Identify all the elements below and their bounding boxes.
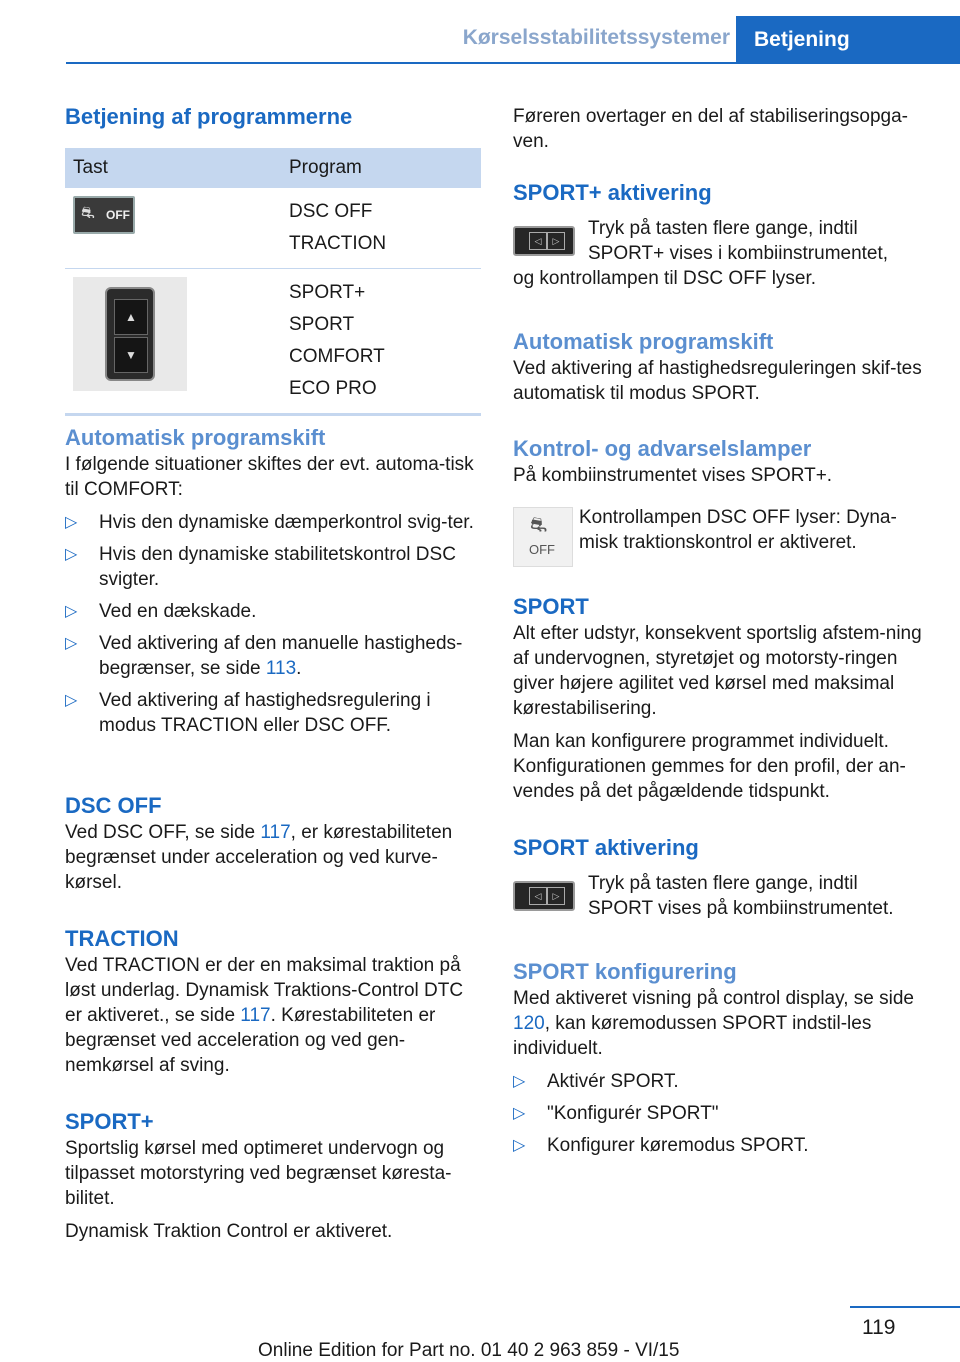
sport-config-section: [513, 958, 928, 1165]
list-item: ▷ Konfigurer køremodus SPORT.: [513, 1135, 809, 1156]
dsc-off-button-icon: [73, 196, 135, 234]
triangle-right-icon: ▷: [513, 1137, 526, 1154]
page-link[interactable]: 113: [265, 658, 297, 679]
rocker-switch-icon: ◁ ▷: [513, 881, 575, 911]
triangle-right-icon: ▷: [513, 1105, 526, 1122]
lamps-section: [513, 435, 928, 488]
chapter-tab: Betjening: [736, 16, 960, 62]
program-table: [65, 148, 481, 416]
triangle-right-icon: ▷: [513, 1073, 526, 1090]
traction-text: Ved TRACTION er der en maksimal traktion på løst underlag. Dynamisk Traktions-Control DTC er aktiveret., se side 117. Kørestabiliteten er begrænset ved acceleration og ved gen-nemkørsel af sving.: [65, 955, 464, 1076]
auto-program-heading: Automatisk programskift: [513, 329, 774, 354]
list-item: ▷ Hvis den dynamiske stabilitetskontrol DSC svigter.: [65, 544, 456, 590]
page-link[interactable]: 117: [260, 822, 291, 843]
sport-plus-p1: Sportslig kørsel med optimeret undervogn og tilpasset motorstyring ved begrænset køresta-bilitet.: [65, 1138, 452, 1209]
auto-program-section: [513, 328, 928, 406]
list-item: ▷ Ved aktivering af den manuelle hastigheds-begrænser, se side 113.: [65, 633, 463, 679]
sport-activation-heading: SPORT aktivering: [513, 835, 699, 860]
triangle-right-icon: ▷: [65, 514, 78, 531]
sport-config-list: [513, 1069, 928, 1158]
page-number: 119: [862, 1316, 896, 1339]
traction-section: [65, 925, 481, 1078]
triangle-right-icon: ▷: [65, 692, 78, 709]
program-name: SPORT: [289, 314, 355, 335]
sport-plus-activation-text: Tryk på tasten flere gange, indtil SPORT+ vises i kombiinstrumentet, og kontrollampen til DSC OFF lyser.: [513, 218, 889, 289]
list-item: ▷ Ved aktivering af hastighedsregulering i modus TRACTION eller DSC OFF.: [65, 690, 431, 736]
lamp-description: Kontrollampen DSC OFF lyser: Dyna- misk traktionskontrol er aktiveret.: [579, 507, 897, 553]
car-skid-icon: ⛐: [81, 205, 95, 222]
lamps-text: På kombiinstrumentet vises SPORT+.: [513, 465, 833, 486]
page-link[interactable]: 117: [240, 1005, 271, 1026]
list-item: ▷ Hvis den dynamiske dæmperkontrol svig-ter.: [65, 512, 474, 533]
program-name: TRACTION: [289, 233, 387, 254]
sport-activation-text: Tryk på tasten flere gange, indtil SPORT vises på kombiinstrumentet.: [588, 873, 894, 919]
list-item: ▷ Aktivér SPORT.: [513, 1071, 679, 1092]
dsc-off-text: Ved DSC OFF, se side 117, er kørestabiliteten begrænset under acceleration og ved kurve-kørsel.: [65, 822, 453, 893]
sport-plus-heading: SPORT+: [65, 1109, 154, 1134]
lamps-heading: Kontrol- og advarselslamper: [513, 436, 812, 461]
auto-switch-heading: Automatisk programskift: [65, 425, 326, 450]
sport-plus-p2: Dynamisk Traktion Control er aktiveret.: [65, 1221, 393, 1242]
traction-heading: TRACTION: [65, 926, 179, 951]
page-header: [0, 0, 960, 66]
triangle-right-icon: ▷: [65, 635, 78, 652]
sport-config-text: Med aktiveret visning på control display, se side 120, kan køremodussen SPORT indstil-les individuelt.: [513, 988, 914, 1059]
switch-down-icon: ▼: [114, 337, 148, 373]
program-name: COMFORT: [289, 346, 385, 367]
auto-program-text: Ved aktivering af hastighedsreguleringen skif-tes automatisk til modus SPORT.: [513, 358, 922, 404]
header-rule: [66, 62, 960, 64]
program-name: SPORT+: [289, 282, 366, 303]
sport-config-heading: SPORT konfigurering: [513, 959, 737, 984]
auto-switch-list: [65, 510, 481, 738]
table-row: [65, 188, 481, 269]
sport-plus-activation-heading: SPORT+ aktivering: [513, 180, 712, 205]
page-link[interactable]: 120: [513, 1013, 545, 1034]
sport-p1: Alt efter udstyr, konsekvent sportslig afstem-ning af undervognen, styretøjet og motorsty-ringen giver højere agilitet ved kørsel med maksimal kørestabilisering.: [513, 623, 922, 719]
sport-p2: Man kan konfigurere programmet individuelt. Konfigurationen gemmes for den profil, der an-vendes på det pågældende tidspunkt.: [513, 731, 906, 802]
sport-heading: SPORT: [513, 594, 589, 619]
footer-rule: [850, 1306, 960, 1308]
section-title: Kørselsstabilitetssystemer: [462, 26, 730, 49]
sport-section: [513, 593, 928, 804]
dsc-off-section: [65, 792, 481, 895]
triangle-right-icon: ▷: [65, 603, 78, 620]
table-header-key: Tast: [65, 148, 281, 188]
continued-text: Føreren overtager en del af stabiliseringsopga-ven.: [513, 106, 908, 152]
auto-switch-section: [65, 424, 481, 745]
dsc-off-lamp-icon: ⛐ OFF: [513, 507, 573, 567]
switch-up-icon: ▲: [114, 299, 148, 335]
list-item: ▷ "Konfigurér SPORT": [513, 1103, 719, 1124]
auto-switch-intro: I følgende situationer skiftes der evt. automa-tisk til COMFORT:: [65, 454, 474, 500]
driving-mode-switch-icon: [73, 277, 187, 391]
footer-edition: Online Edition for Part no. 01 40 2 963 859 - VI/15: [258, 1340, 680, 1361]
triangle-right-icon: ▷: [65, 546, 78, 563]
dsc-off-label: OFF: [106, 208, 130, 222]
rocker-switch-icon: ◁ ▷: [513, 226, 575, 256]
table-header-row: [65, 148, 481, 188]
sport-plus-section: [65, 1108, 481, 1244]
program-name: DSC OFF: [289, 201, 373, 222]
table-title: Betjening af programmerne: [65, 104, 353, 129]
dsc-off-heading: DSC OFF: [65, 793, 162, 818]
table-row: [65, 269, 481, 415]
list-item: ▷ Ved en dækskade.: [65, 601, 257, 622]
table-header-program: Program: [281, 148, 481, 188]
program-name: ECO PRO: [289, 378, 377, 399]
